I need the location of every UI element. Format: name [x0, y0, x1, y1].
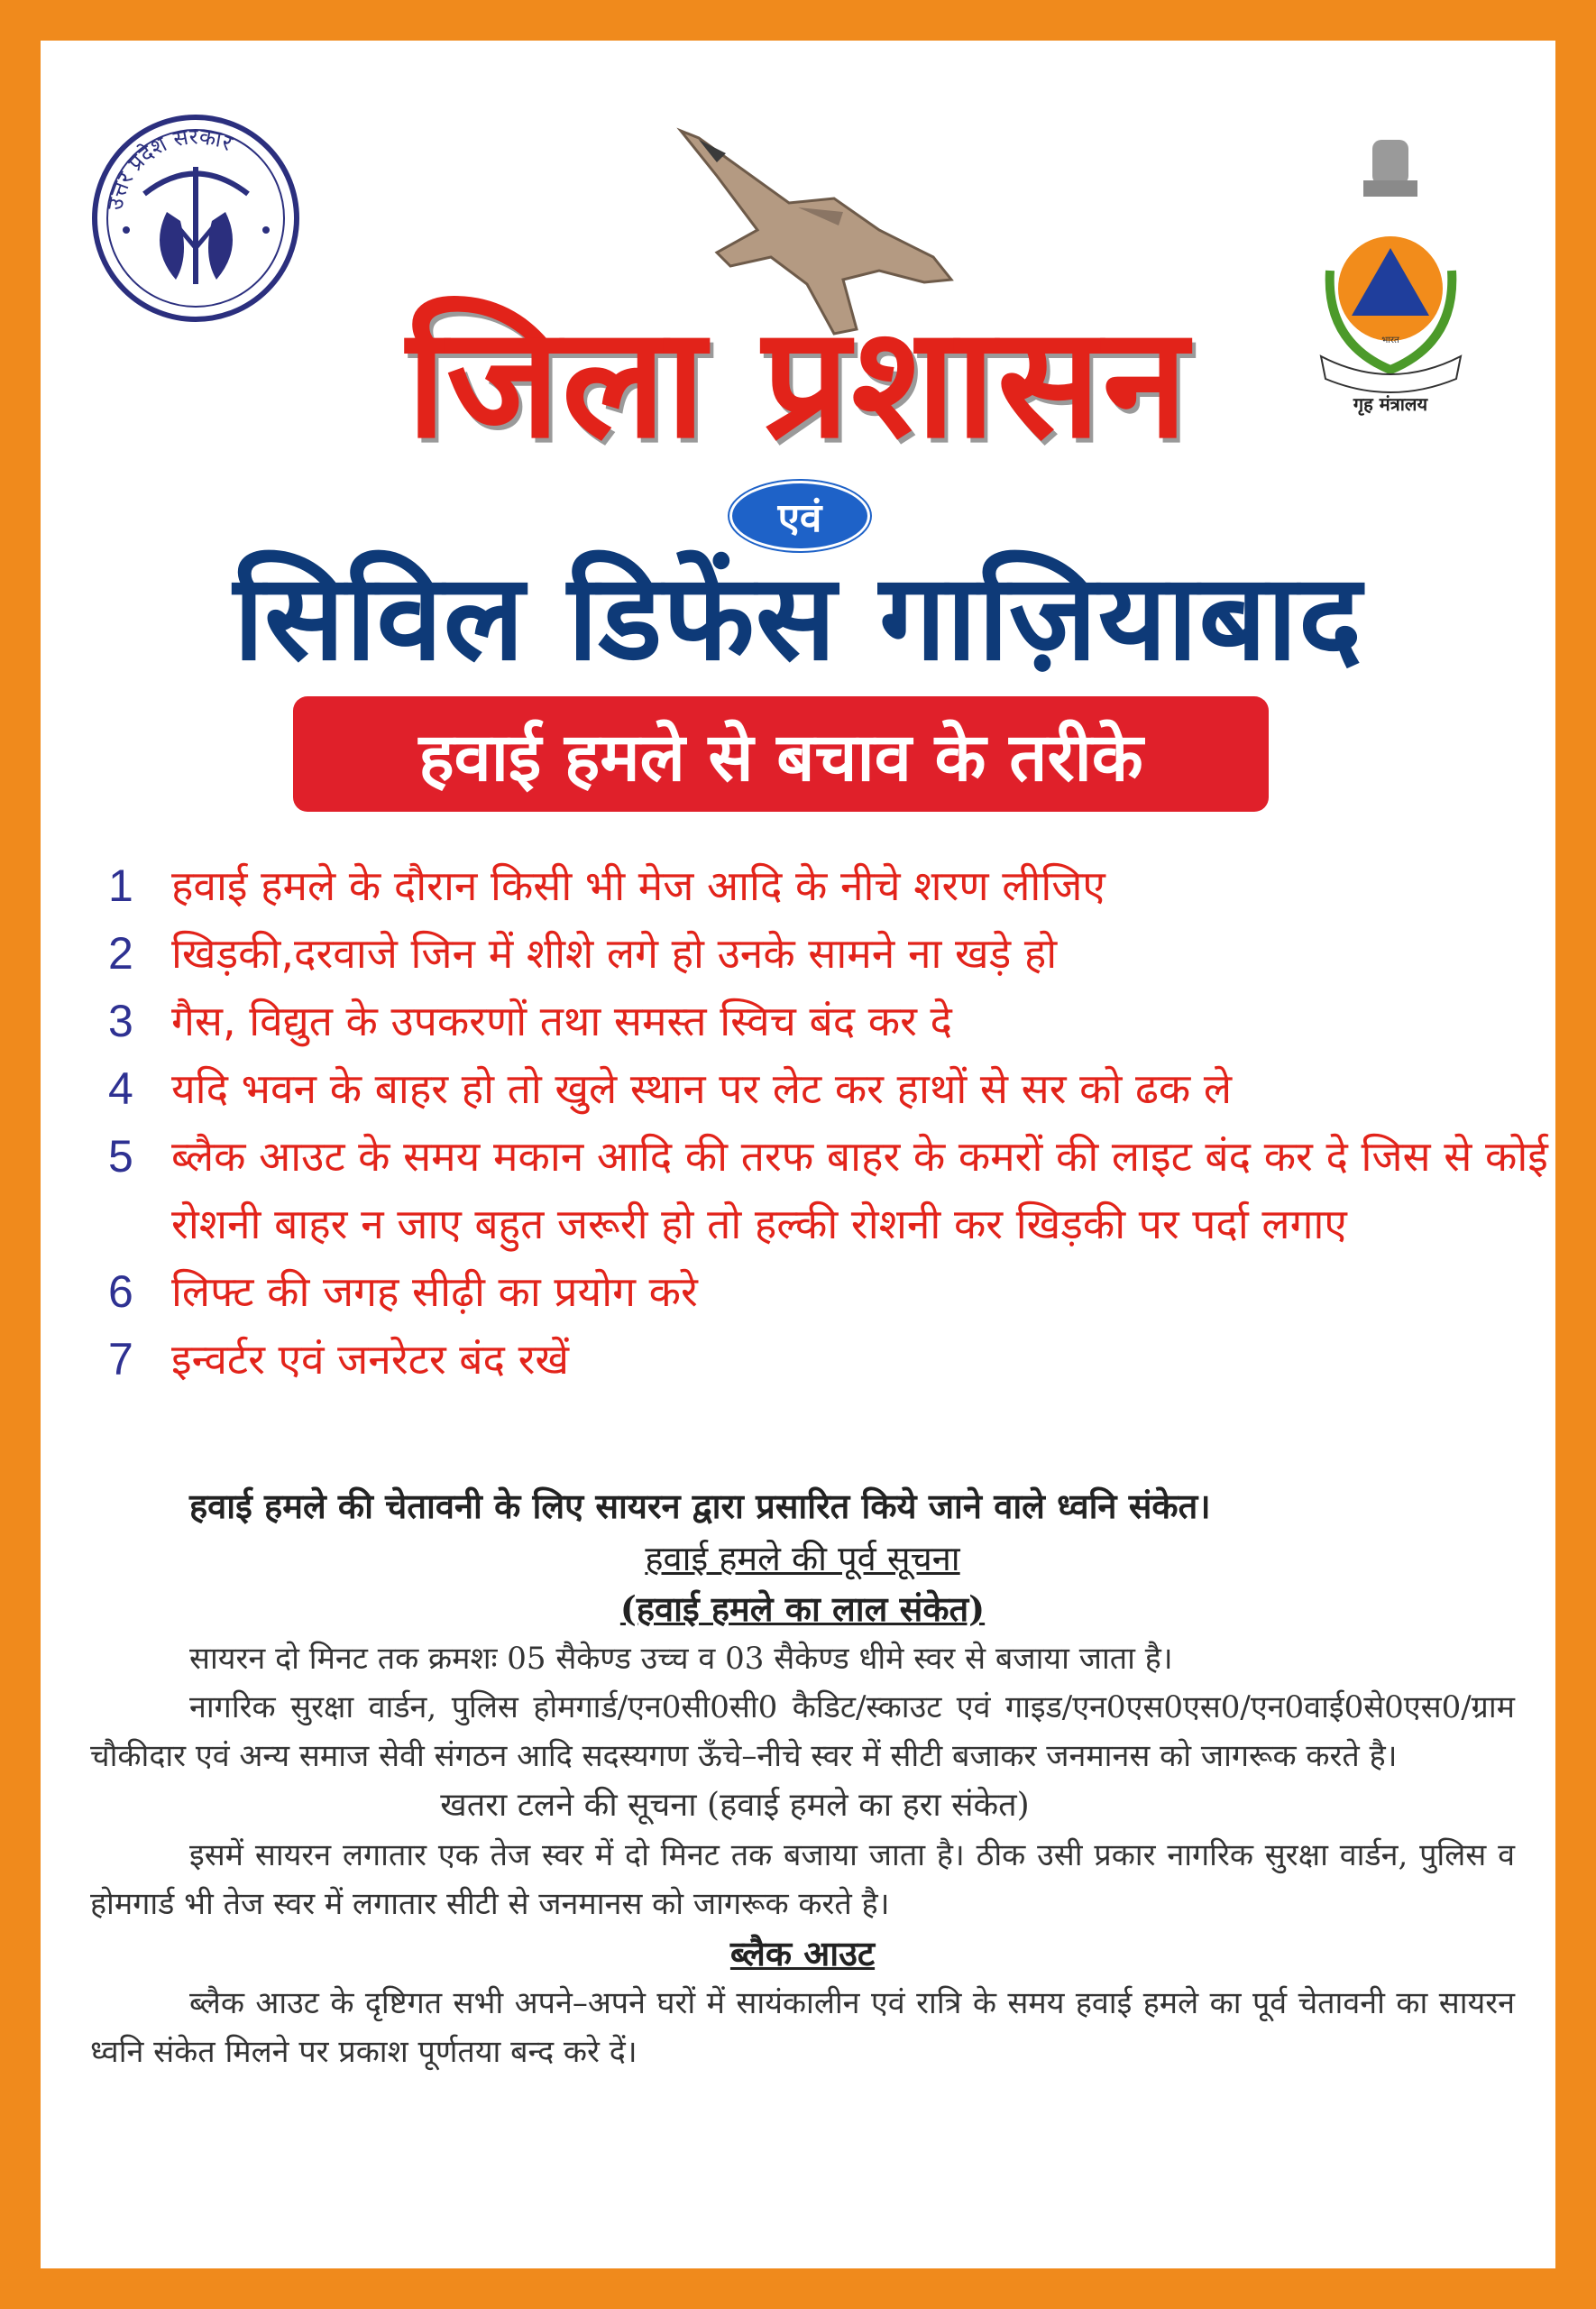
notice-intro: हवाई हमले की चेतावनी के लिए सायरन द्वारा प्रसारित किये जाने वाले ध्वनि संकेत।: [189, 1486, 1211, 1526]
step-text: खिड़की,दरवाजे जिन में शीशे लगे हो उनके सामने ना खड़े हो: [171, 929, 1058, 978]
step-text: ब्लैक आउट के समय मकान आदि की तरफ बाहर के कमरों की लाइट बंद कर दे जिस से कोई रोशनी बाहर न जाए बहुत जरूरी हो तो हल्की रोशनी कर खिड़की पर पर्दा लगाए: [171, 1132, 1548, 1248]
red-signal-subheading: (हवाई हमले का लाल संकेत): [619, 1588, 986, 1629]
step-number: 3: [108, 996, 133, 1046]
list-item: [108, 1055, 1551, 1123]
step-number: 6: [108, 1266, 133, 1317]
step-number: 4: [108, 1063, 133, 1114]
civil-defence-paragraph: नागरिक सुरक्षा वार्डन, पुलिस होमगार्ड/एन0सी0सी0 कैडिट/स्काउट एवं गाइड/एन0एस0एस0/एन0वाई0से0एस0/ग्राम चौकीदार एवं अन्य समाज सेवी संगठन आदि सदस्यगण ऊँचे–नीचे स्वर में सीटी बजाकर जनमानस को जागरूक करते है।: [90, 1689, 1515, 1774]
poster: [41, 41, 1555, 2268]
title-district-administration: जिला प्रशासन: [406, 294, 1190, 473]
svg-text:भारत: भारत: [1381, 336, 1399, 345]
red-signal-paragraph: सायरन दो मिनट तक क्रमशः 05 सैकेण्ड उच्च व 03 सैकेण्ड धीमे स्वर से बजाया जाता है।: [189, 1641, 1173, 1677]
green-signal-heading: खतरा टलने की सूचना (हवाई हमले का हरा संकेत): [440, 1787, 1030, 1824]
svg-text:उत्तर प्रदेश सरकार: उत्तर प्रदेश सरकार: [102, 123, 236, 213]
list-item: [108, 1258, 1551, 1326]
section-banner: हवाई हमले से बचाव के तरीके: [293, 696, 1269, 812]
step-text: हवाई हमले के दौरान किसी भी मेज आदि के नीचे शरण लीजिए: [171, 861, 1105, 910]
blackout-paragraph: ब्लैक आउट के दृष्टिगत सभी अपने–अपने घरों में सायंकालीन एवं रात्रि के समय हवाई हमले का पूर्व चेतावनी का सायरन ध्वनि संकेत मिलने पर प्रकाश पूर्णतया बन्द करे दें।: [90, 1985, 1515, 2070]
svg-text:गृह मंत्रालय: गृह मंत्रालय: [1353, 393, 1428, 415]
step-number: 1: [108, 860, 133, 911]
connector-badge: एवं: [729, 481, 870, 551]
step-number: 5: [108, 1131, 133, 1182]
step-text: यदि भवन के बाहर हो तो खुले स्थान पर लेट कर हाथों से सर को ढक ले: [171, 1064, 1233, 1113]
list-item: [108, 1123, 1551, 1258]
list-item: [108, 988, 1551, 1055]
blackout-heading: ब्लैक आउट: [729, 1933, 876, 1973]
siren-signal-notice: [90, 1479, 1515, 2076]
step-text: लिफ्ट की जगह सीढ़ी का प्रयोग करे: [171, 1267, 698, 1316]
safety-steps-list: [108, 852, 1551, 1394]
title-civil-defence: सिविल डिफेंस गाज़ियाबाद: [233, 548, 1363, 687]
list-item: [108, 920, 1551, 988]
red-signal-heading: हवाई हमले की पूर्व सूचना: [645, 1539, 960, 1578]
list-item: [108, 852, 1551, 920]
step-number: 2: [108, 928, 133, 979]
green-signal-paragraph: इसमें सायरन लगातार एक तेज स्वर में दो मिनट तक बजाया जाता है। ठीक उसी प्रकार नागरिक सुरक्षा वार्डन, पुलिस व होमगार्ड भी तेज स्वर में लगातार सीटी से जनमानस को जागरूक करते है।: [90, 1837, 1515, 1922]
step-text: गैस, विद्युत के उपकरणों तथा समस्त स्विच बंद कर दे: [171, 997, 952, 1045]
step-number: 7: [108, 1334, 133, 1384]
list-item: [108, 1326, 1551, 1394]
step-text: इन्वर्टर एवं जनरेटर बंद रखें: [171, 1335, 570, 1384]
